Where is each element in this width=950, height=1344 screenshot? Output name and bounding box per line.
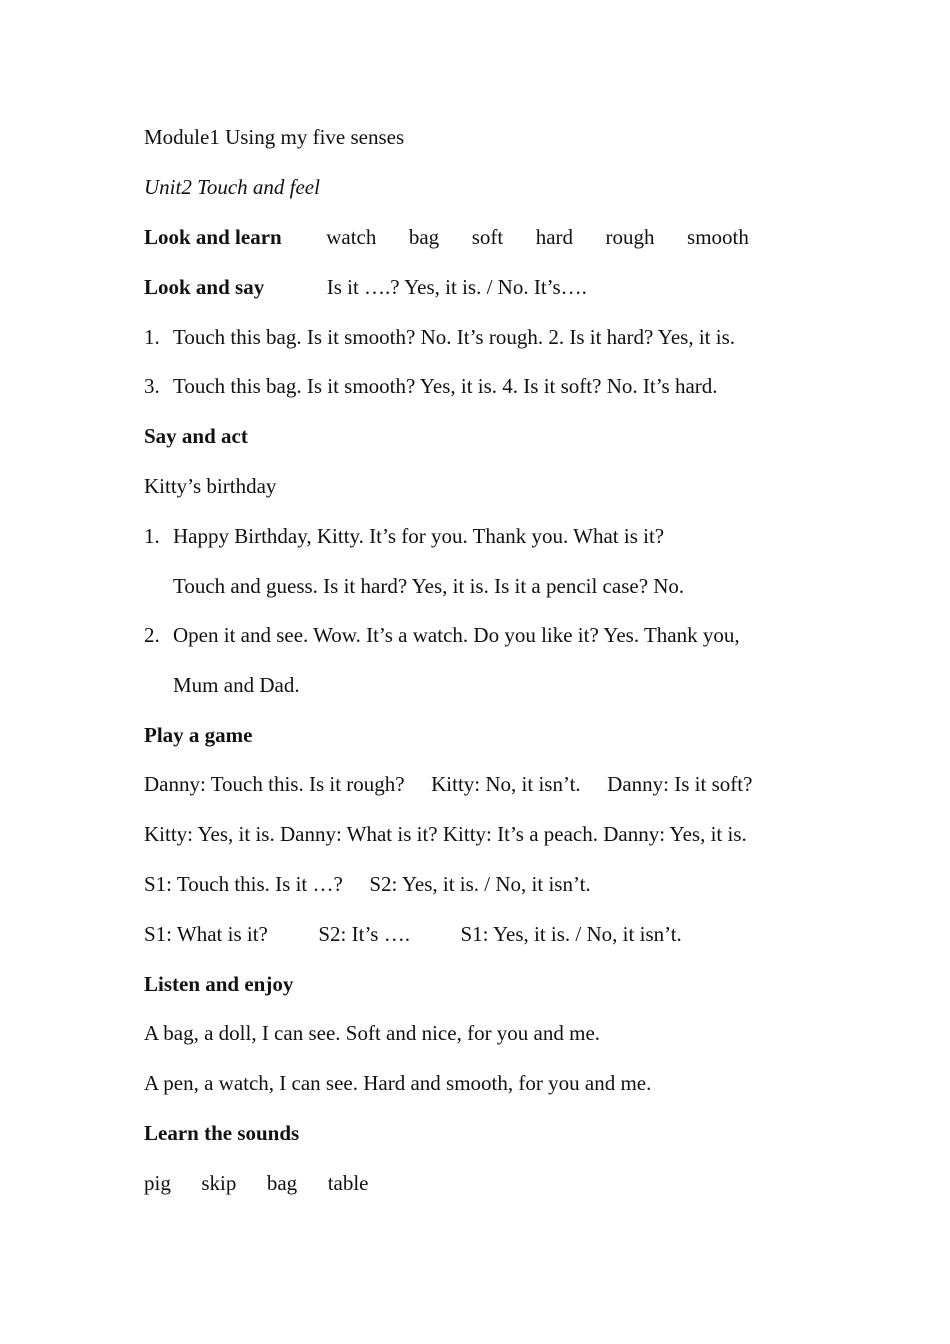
module-title: Module1 Using my five senses [144,125,405,149]
vocab-word: rough [605,225,655,249]
vocab-word: hard [535,225,574,249]
list-number: 3. [144,374,160,398]
dialogue-part: Danny: Touch this. Is it rough? [144,772,405,796]
dialogue-line [144,871,591,897]
look-say-pattern: Is it ….? Yes, it is. / No. It’s…. [326,275,587,299]
dialogue-part: S1: Yes, it is. / No, it isn’t. [460,922,682,946]
dialogue-part: Danny: Is it soft? [607,772,753,796]
say-act-heading: Say and act [144,424,248,448]
sound-word: pig [144,1171,171,1195]
rhyme-line: A pen, a watch, I can see. Hard and smooth, for you and me. [144,1071,652,1095]
dialogue-line [144,771,752,797]
play-game-heading: Play a game [144,723,253,747]
list-text: Open it and see. Wow. It’s a watch. Do you like it? Yes. Thank you, [173,623,740,647]
list-text-continued: Touch and guess. Is it hard? Yes, it is. Is it a pencil case? No. [173,574,685,598]
look-say-row [144,274,587,300]
list-text: Happy Birthday, Kitty. It’s for you. Thank you. What is it? [173,524,665,548]
vocab-word: smooth [687,225,749,249]
dialogue-line [144,921,682,947]
list-item [144,523,664,549]
sound-word: table [327,1171,369,1195]
vocab-word: bag [408,225,440,249]
dialogue-line: Kitty: Yes, it is. Danny: What is it? Kitty: It’s a peach. Danny: Yes, it is. [144,822,747,846]
learn-sounds-heading: Learn the sounds [144,1121,300,1145]
sound-word: skip [201,1171,237,1195]
dialogue-part: S2: Yes, it is. / No, it isn’t. [369,872,591,896]
listen-enjoy-heading: Listen and enjoy [144,972,294,996]
vocab-word: watch [326,225,377,249]
list-item [144,373,718,399]
list-item [144,622,740,648]
dialogue-part: Kitty: No, it isn’t. [431,772,581,796]
list-item [144,324,735,350]
list-text: Touch this bag. Is it smooth? No. It’s rough. 2. Is it hard? Yes, it is. [173,325,736,349]
sound-words-row [144,1170,369,1196]
unit-title: Unit2 Touch and feel [144,175,320,199]
list-number: 2. [144,623,160,647]
dialogue-part: S2: It’s …. [318,922,410,946]
look-learn-heading: Look and learn [144,225,282,249]
look-say-heading: Look and say [144,275,265,299]
story-title: Kitty’s birthday [144,474,277,498]
vocab-word: soft [471,225,504,249]
list-text: Touch this bag. Is it smooth? Yes, it is. 4. Is it soft? No. It’s hard. [173,374,718,398]
list-number: 1. [144,524,160,548]
dialogue-part: S1: What is it? [144,922,268,946]
look-learn-row [144,224,749,250]
list-text-continued: Mum and Dad. [173,673,300,697]
list-number: 1. [144,325,160,349]
dialogue-part: S1: Touch this. Is it …? [144,872,343,896]
sound-word: bag [266,1171,298,1195]
rhyme-line: A bag, a doll, I can see. Soft and nice, for you and me. [144,1021,601,1045]
